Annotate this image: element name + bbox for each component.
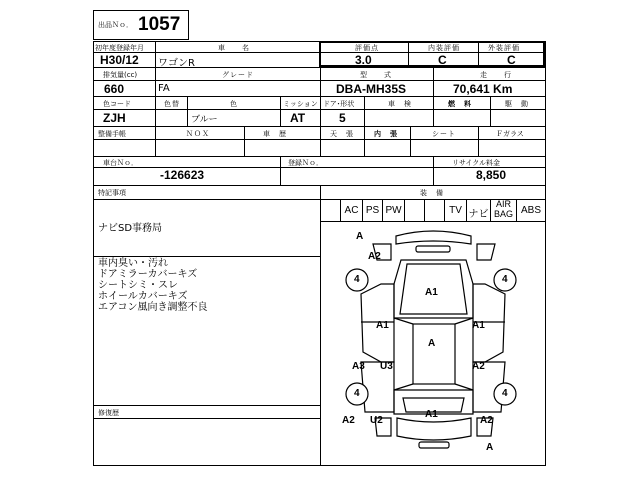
interior-lining-label: 内 張 — [374, 130, 398, 138]
interior-score: C — [438, 53, 447, 67]
repair-history-label: 修復歴 — [98, 409, 119, 417]
score-frame — [319, 41, 545, 67]
doors-label: ドア･形状 — [323, 100, 355, 108]
chassis-number: -126623 — [160, 168, 205, 182]
nox-label: ＮＯＸ — [186, 130, 210, 138]
notes-condition — [98, 258, 208, 313]
fuel-label: 燃 料 — [448, 100, 472, 108]
damage-rear-right: A2 — [480, 415, 493, 426]
color-code: ZJH — [103, 111, 126, 125]
damage-tire-rl: 4 — [354, 388, 360, 399]
exterior-score-label: 外装評価 — [488, 44, 520, 52]
manual-label: 整備手帳 — [98, 130, 126, 138]
model-label: 型 式 — [360, 71, 392, 79]
equip-airbag: AIR BAG — [493, 199, 513, 219]
damage-front-left: A2 — [368, 251, 381, 262]
damage-rear-left: A2 — [342, 415, 355, 426]
damage-center: A — [428, 338, 436, 349]
damage-hood-top: A — [356, 231, 364, 242]
car-name: ワゴンR — [158, 58, 195, 69]
recycle-fee: 8,850 — [476, 168, 507, 182]
damage-roof: A1 — [425, 287, 438, 298]
damage-door-rl-u: U3 — [380, 361, 393, 372]
color-type-label: 色替 — [164, 100, 180, 108]
equip-ps: PS — [365, 205, 380, 216]
note-line: ホイールカバーキズ — [98, 291, 188, 302]
year-label: 初年度登録年月 — [95, 44, 144, 52]
grade-label: グレード — [222, 71, 254, 79]
grade: FA — [158, 83, 170, 94]
interior-score-label: 内装評価 — [428, 44, 460, 52]
damage-rear-left-u: U2 — [370, 415, 383, 426]
drive-label: 駆 動 — [505, 100, 529, 108]
special-notes-label: 特記事項 — [98, 189, 126, 197]
first-registration: H30/12 — [100, 53, 139, 67]
note-line: ドアミラーカバーキズ — [98, 269, 198, 280]
exterior-score: C — [507, 53, 516, 67]
model-code: DBA-MH35S — [336, 82, 407, 96]
transmission: AT — [290, 111, 306, 125]
mileage: 70,641 Km — [453, 82, 513, 96]
note-line: シートシミ・スレ — [98, 280, 178, 291]
damage-tire-fl: 4 — [354, 274, 360, 285]
note-line: エアコン風向き調整不良 — [98, 302, 208, 313]
damage-door-fr: A1 — [472, 320, 485, 331]
damage-tail: A — [486, 442, 494, 453]
equipment-label: 装 備 — [420, 189, 444, 197]
score-label: 評価点 — [355, 44, 379, 52]
displacement-label: 排気量(cc) — [103, 71, 138, 79]
equip-tv: TV — [449, 205, 462, 216]
damage-rear: A1 — [425, 409, 438, 420]
note-line: 車内臭い・汚れ — [98, 258, 168, 269]
damage-tire-fr: 4 — [502, 274, 508, 285]
equip-abs: ABS — [520, 205, 541, 216]
doors: 5 — [339, 111, 346, 125]
lot-number: 1057 — [138, 14, 181, 35]
registration-label: 登録Ｎｏ． — [288, 159, 323, 167]
color-code-label: 色コード — [103, 100, 131, 108]
evaluation-score: 3.0 — [355, 53, 372, 67]
car-name-label: 車 名 — [218, 44, 250, 52]
history-label: 車 歴 — [263, 130, 287, 138]
color: ブルー — [191, 115, 218, 125]
seat-label: シート — [432, 130, 456, 138]
sunroof-label: 天 張 — [330, 130, 354, 138]
damage-door-rl: A3 — [352, 361, 365, 372]
mileage-label: 走 行 — [480, 71, 512, 79]
glass-label: Ｆガラス — [496, 130, 524, 138]
damage-door-fl: A1 — [376, 320, 389, 331]
equip-pw: PW — [385, 205, 402, 216]
lot-label: 出品Ｎｏ． — [98, 21, 133, 29]
chassis-label: 車台Ｎｏ． — [103, 159, 138, 167]
lot-number-box — [93, 10, 189, 40]
damage-door-rr: A2 — [472, 361, 485, 372]
inspection-label: 車 検 — [388, 100, 412, 108]
damage-tire-rr: 4 — [502, 388, 508, 399]
displacement: 660 — [104, 82, 125, 96]
equip-navi: ナビ — [468, 209, 489, 220]
recycle-label: リサイクル料金 — [452, 159, 501, 167]
note-line: ナビSD事務局 — [98, 223, 163, 234]
transmission-label: ミッション — [283, 100, 318, 108]
equip-ac: AC — [344, 205, 359, 216]
color-label: 色 — [230, 100, 238, 108]
notes-top — [98, 223, 162, 234]
